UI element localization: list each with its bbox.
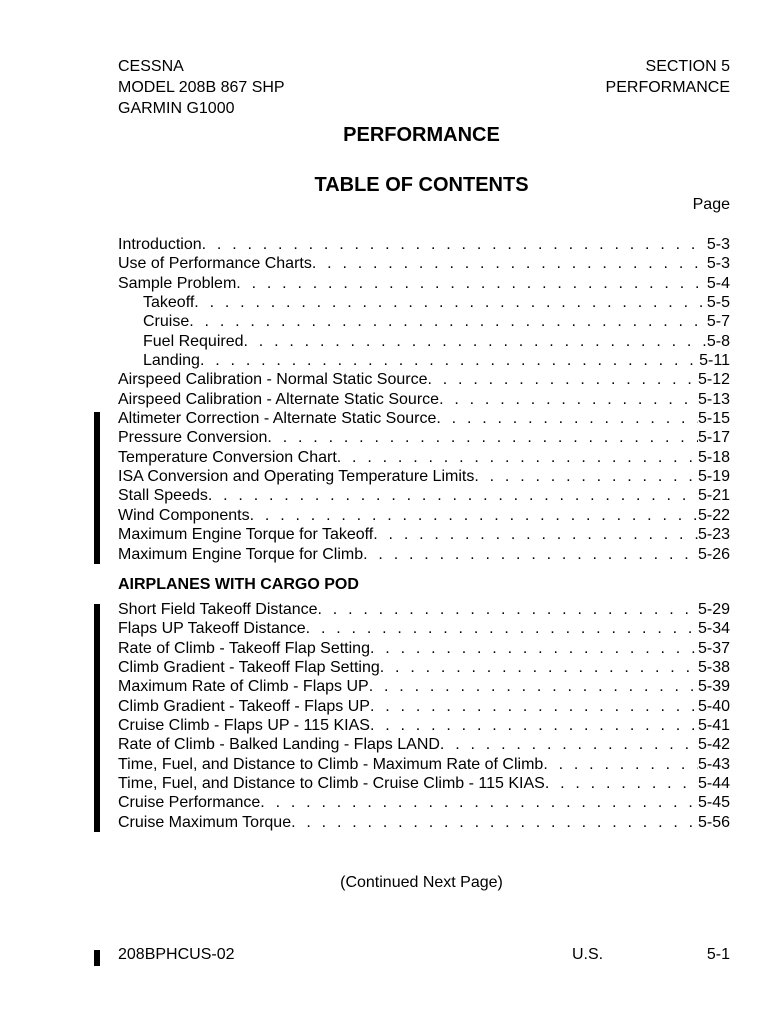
toc-leader <box>189 312 707 331</box>
toc-entry-label: Maximum Engine Torque for Takeoff <box>118 526 374 544</box>
toc-entry-page: 5-26 <box>697 545 730 563</box>
toc-leader <box>200 351 699 370</box>
toc-entry[interactable] <box>118 370 730 389</box>
toc-leader <box>244 332 707 351</box>
toc-entry-label: Flaps UP Takeoff Distance <box>118 620 306 638</box>
toc-entry-page: 5-34 <box>697 620 730 638</box>
footer-doc-id: 208BPHCUS-02 <box>118 946 235 963</box>
toc-entry-page: 5-41 <box>697 717 730 735</box>
toc-leader <box>363 545 698 564</box>
toc-entry[interactable] <box>118 448 730 467</box>
toc-leader <box>291 813 698 832</box>
toc-entry-label: Landing <box>143 352 200 370</box>
toc-entry-page: 5-29 <box>697 601 730 618</box>
toc-entry-page: 5-38 <box>697 659 730 677</box>
toc-entry[interactable] <box>118 735 730 754</box>
toc-entry-label: Cruise Maximum Torque <box>118 813 292 831</box>
toc-leader <box>337 448 698 467</box>
toc-entry-label: Use of Performance Charts <box>118 255 312 273</box>
toc-entry[interactable] <box>118 486 730 505</box>
toc-entry-page: 5-37 <box>697 639 730 657</box>
footer-region: U.S. <box>572 946 604 963</box>
toc-leader <box>306 619 698 638</box>
toc-entry-page: 5-17 <box>697 429 730 447</box>
toc-entry-label: Cruise Climb - Flaps UP - 115 KIAS <box>118 717 370 735</box>
toc-leader <box>373 525 698 544</box>
toc-entry-page: 5-11 <box>699 352 730 370</box>
toc-entry[interactable] <box>118 506 730 525</box>
toc-leader <box>436 409 698 428</box>
toc-leader <box>236 274 707 293</box>
toc-entry-label: Sample Problem <box>118 274 237 292</box>
toc-entry-label: Rate of Climb - Takeoff Flap Setting <box>118 639 370 657</box>
toc-entry[interactable] <box>118 525 730 544</box>
toc-leader <box>439 390 698 409</box>
page-column-label: Page <box>692 196 730 213</box>
toc-entry-label: Time, Fuel, and Distance to Climb - Cruise Climb - 115 KIAS <box>118 775 545 793</box>
toc-list-cargo <box>118 600 730 832</box>
toc-entry-page: 5-23 <box>697 526 730 544</box>
toc-entry-page: 5-4 <box>706 274 730 292</box>
toc-leader <box>545 774 698 793</box>
toc-entry-label: Maximum Rate of Climb - Flaps UP <box>118 678 369 696</box>
toc-entry[interactable] <box>118 813 730 832</box>
toc-entry-label: Cruise Performance <box>118 794 261 812</box>
toc-entry[interactable] <box>118 639 730 658</box>
toc-subentry[interactable] <box>118 351 730 370</box>
toc-leader <box>380 658 698 677</box>
toc-entry[interactable] <box>118 428 730 447</box>
toc-subentry[interactable] <box>118 312 730 331</box>
toc-entry-page: 5-15 <box>697 410 730 428</box>
toc-leader <box>474 467 698 486</box>
toc-subentry[interactable] <box>118 293 730 312</box>
toc-leader <box>370 639 698 658</box>
toc-entry-page: 5-8 <box>706 332 730 350</box>
toc-entry-label: Airspeed Calibration - Alternate Static Source <box>118 390 440 408</box>
toc-entry-label: Introduction <box>118 236 202 253</box>
header-section-name: PERFORMANCE <box>605 79 730 96</box>
toc-entry-label: Time, Fuel, and Distance to Climb - Maximum Rate of Climb <box>118 755 544 773</box>
toc-leader <box>370 716 698 735</box>
toc-leader <box>250 506 698 525</box>
header-avionics: GARMIN G1000 <box>118 100 235 117</box>
toc-entry-label: Maximum Engine Torque for Climb <box>118 545 364 563</box>
toc-leader <box>267 428 698 447</box>
toc-leader <box>318 600 698 619</box>
toc-leader <box>427 370 698 389</box>
toc-entry[interactable] <box>118 235 730 254</box>
revision-bar <box>94 604 100 832</box>
toc-entry-page: 5-45 <box>697 794 730 812</box>
toc-entry-page: 5-3 <box>706 255 730 273</box>
header-model: MODEL 208B 867 SHP <box>118 79 285 96</box>
toc-leader <box>260 793 698 812</box>
toc-entry[interactable] <box>118 409 730 428</box>
toc-entry-page: 5-5 <box>706 294 730 312</box>
toc-entry[interactable] <box>118 545 730 564</box>
toc-entry-label: Cruise <box>143 313 190 331</box>
toc-entry[interactable] <box>118 254 730 273</box>
toc-leader <box>369 677 698 696</box>
toc-entry-label: Stall Speeds <box>118 487 208 505</box>
toc-entry-label: Wind Components <box>118 506 250 524</box>
toc-entry-label: ISA Conversion and Operating Temperature Limits <box>118 468 475 486</box>
toc-entry[interactable] <box>118 600 730 619</box>
toc-entry-page: 5-13 <box>697 390 730 408</box>
toc-leader <box>202 235 707 254</box>
toc-list-general <box>118 235 730 564</box>
toc-leader <box>208 486 698 505</box>
toc-entry-page: 5-43 <box>697 755 730 773</box>
header-left <box>118 56 285 119</box>
toc-entry-page: 5-22 <box>697 506 730 524</box>
toc-entry-label: Takeoff <box>143 294 195 312</box>
toc-entry-page: 5-56 <box>697 813 730 831</box>
revision-bar <box>94 412 100 564</box>
toc-leader <box>440 735 698 754</box>
cargo-pod-heading: AIRPLANES WITH CARGO POD <box>118 576 359 593</box>
toc-entry-page: 5-39 <box>697 678 730 696</box>
toc-leader <box>543 755 698 774</box>
toc-entry[interactable] <box>118 658 730 677</box>
footer-page-number: 5-1 <box>706 946 730 963</box>
revision-bar <box>94 950 100 966</box>
header-manufacturer: CESSNA <box>118 58 184 75</box>
toc-entry-page: 5-21 <box>697 487 730 505</box>
toc-entry-label: Climb Gradient - Takeoff Flap Setting <box>118 659 380 677</box>
toc-leader <box>370 697 698 716</box>
toc-entry-page: 5-19 <box>697 468 730 486</box>
toc-entry-page: 5-44 <box>697 775 730 793</box>
toc-subentry[interactable] <box>118 332 730 351</box>
toc-entry[interactable] <box>118 390 730 409</box>
toc-title: TABLE OF CONTENTS <box>314 174 529 196</box>
toc-entry-page: 5-12 <box>697 371 730 389</box>
toc-entry-page: 5-7 <box>706 313 730 331</box>
continued-note: (Continued Next Page) <box>340 874 503 891</box>
toc-entry-label: Altimeter Correction - Alternate Static Source <box>118 410 437 428</box>
toc-entry[interactable] <box>118 274 730 293</box>
toc-leader <box>194 293 707 312</box>
toc-entry-label: Airspeed Calibration - Normal Static Source <box>118 371 428 389</box>
toc-leader <box>312 254 707 273</box>
toc-entry-page: 5-40 <box>697 697 730 715</box>
toc-entry-label: Short Field Takeoff Distance <box>118 601 318 618</box>
toc-entry-page: 5-42 <box>697 736 730 754</box>
toc-entry[interactable] <box>118 677 730 696</box>
header-right <box>606 56 730 98</box>
toc-entry[interactable] <box>118 467 730 486</box>
toc-entry-label: Rate of Climb - Balked Landing - Flaps LAND <box>118 736 440 754</box>
toc-entry-page: 5-18 <box>697 448 730 466</box>
toc-entry[interactable] <box>118 619 730 638</box>
toc-entry[interactable] <box>118 774 730 793</box>
toc-entry-label: Climb Gradient - Takeoff - Flaps UP <box>118 697 370 715</box>
toc-entry[interactable] <box>118 697 730 716</box>
toc-entry[interactable] <box>118 716 730 735</box>
toc-entry[interactable] <box>118 793 730 812</box>
toc-entry-label: Fuel Required <box>143 332 244 350</box>
toc-entry-page: 5-3 <box>706 236 730 253</box>
toc-entry[interactable] <box>118 755 730 774</box>
header-section: SECTION 5 <box>645 58 730 75</box>
page-title: PERFORMANCE <box>343 124 500 146</box>
toc-entry-label: Temperature Conversion Chart <box>118 448 337 466</box>
toc-entry-label: Pressure Conversion <box>118 429 268 447</box>
